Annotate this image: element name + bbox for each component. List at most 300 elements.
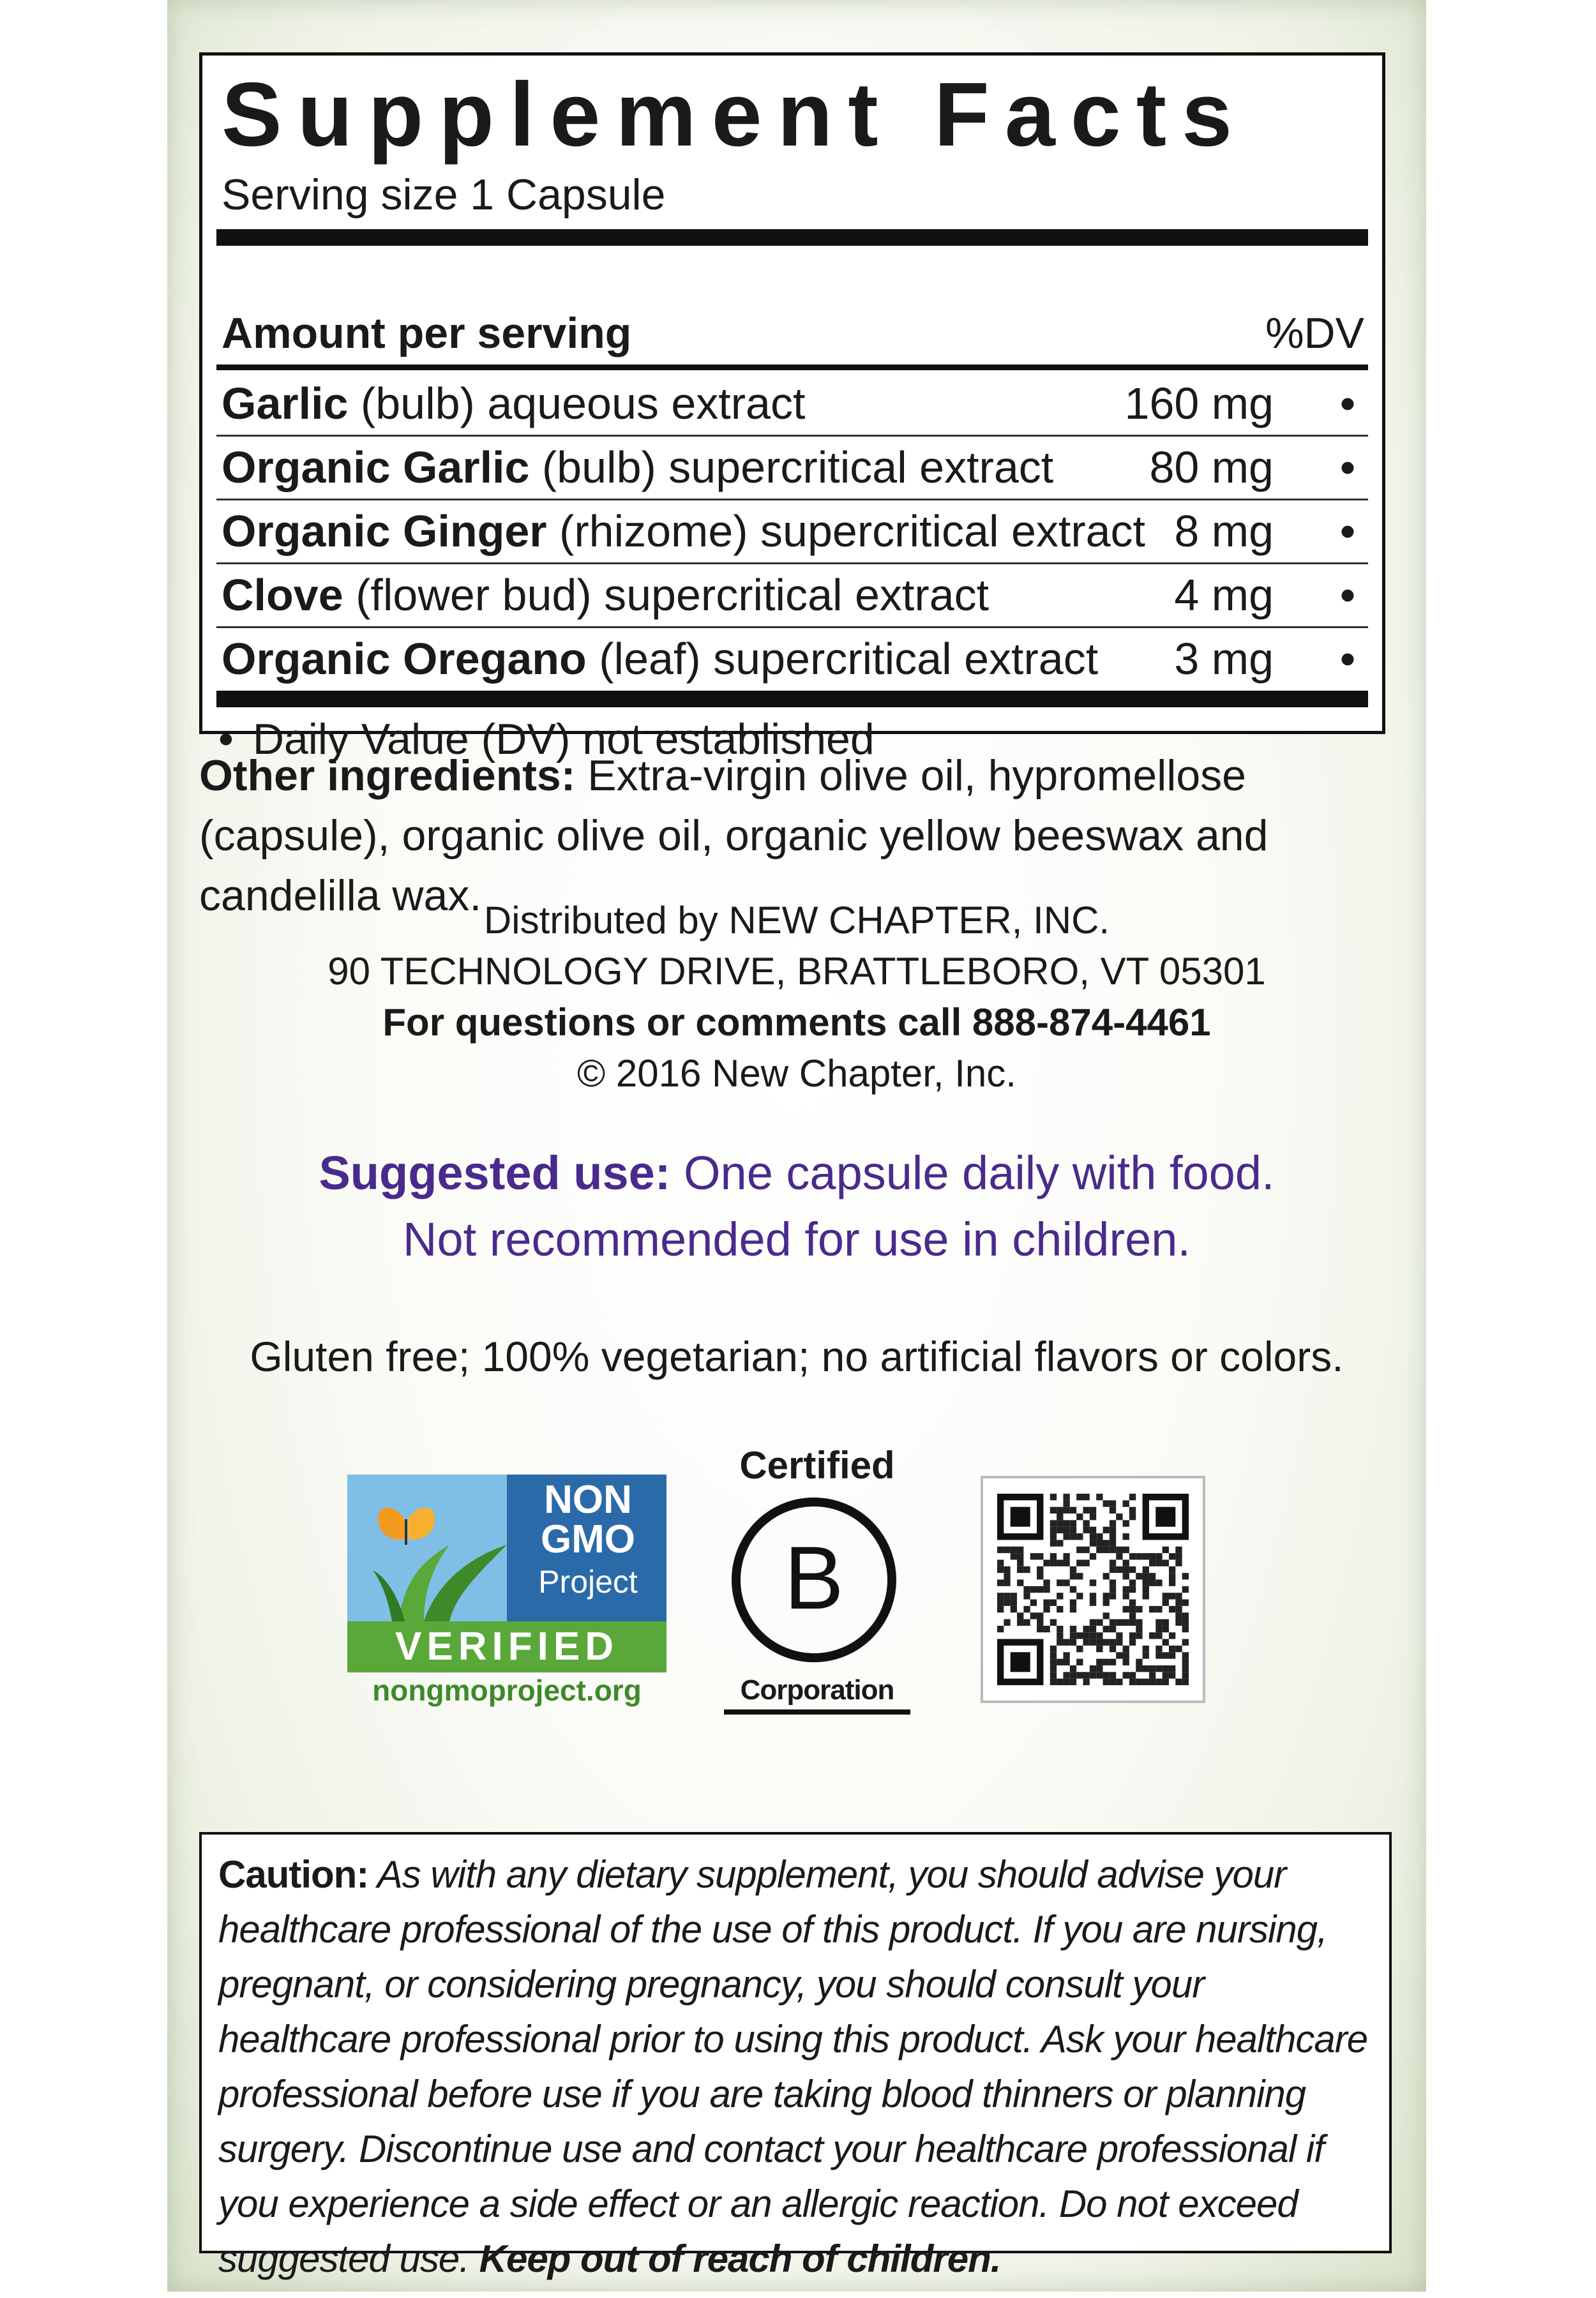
qr-module bbox=[1156, 1579, 1162, 1586]
qr-module bbox=[1156, 1619, 1162, 1626]
qr-module bbox=[1011, 1606, 1017, 1612]
qr-module bbox=[1175, 1547, 1182, 1553]
qr-module bbox=[1011, 1593, 1017, 1599]
qr-module bbox=[1156, 1507, 1175, 1527]
qr-module bbox=[1123, 1566, 1129, 1573]
qr-module bbox=[997, 1566, 1004, 1573]
qr-module bbox=[1037, 1619, 1043, 1626]
qr-module bbox=[1129, 1632, 1136, 1639]
ingredient-amount: 8 mg bbox=[1174, 506, 1274, 556]
qr-module bbox=[1103, 1659, 1110, 1665]
qr-module bbox=[1116, 1639, 1122, 1646]
qr-module bbox=[1169, 1646, 1175, 1652]
qr-module bbox=[1149, 1665, 1156, 1672]
qr-module bbox=[1103, 1500, 1110, 1506]
qr-module bbox=[1175, 1593, 1182, 1599]
qr-module bbox=[1063, 1553, 1069, 1559]
qr-module bbox=[1050, 1679, 1057, 1685]
qr-module bbox=[1023, 1619, 1030, 1626]
qr-module bbox=[1110, 1619, 1116, 1626]
ingredient-dv: • bbox=[1339, 506, 1356, 556]
qr-module bbox=[1129, 1579, 1136, 1586]
qr-module bbox=[1156, 1652, 1162, 1658]
qr-module bbox=[1110, 1547, 1116, 1553]
qr-module bbox=[1175, 1553, 1182, 1559]
qr-module bbox=[1057, 1520, 1063, 1526]
suggested-use-label: Suggested use: bbox=[319, 1146, 671, 1199]
qr-module bbox=[1149, 1606, 1156, 1612]
qr-module bbox=[1129, 1494, 1136, 1500]
qr-module bbox=[1110, 1579, 1116, 1586]
qr-module bbox=[1043, 1600, 1050, 1606]
qr-module bbox=[1030, 1600, 1037, 1606]
qr-module bbox=[1017, 1612, 1023, 1619]
qr-module bbox=[1123, 1559, 1129, 1566]
qr-module bbox=[1136, 1573, 1142, 1579]
verified-label: VERIFIED bbox=[347, 1621, 666, 1672]
qr-module bbox=[1023, 1566, 1030, 1573]
qr-module bbox=[1123, 1593, 1129, 1599]
b-corp-circle-icon bbox=[728, 1494, 900, 1666]
qr-module bbox=[1037, 1626, 1043, 1632]
qr-module bbox=[997, 1600, 1004, 1606]
qr-module bbox=[1090, 1513, 1096, 1520]
caution-box bbox=[199, 1832, 1392, 2280]
qr-module bbox=[1057, 1639, 1063, 1646]
qr-module bbox=[1163, 1619, 1169, 1626]
qr-module bbox=[1043, 1559, 1050, 1566]
qr-module bbox=[1163, 1652, 1169, 1658]
ingredient-name: Organic Garlic (bulb) supercritical extract bbox=[222, 442, 1054, 492]
qr-module bbox=[1163, 1679, 1169, 1685]
qr-module bbox=[997, 1593, 1004, 1599]
qr-module bbox=[1175, 1600, 1182, 1606]
qr-module bbox=[1103, 1672, 1110, 1678]
qr-module bbox=[1083, 1494, 1089, 1500]
qr-module bbox=[1043, 1606, 1050, 1612]
distributor-line: Distributed by NEW CHAPTER, INC. bbox=[483, 899, 1110, 942]
qr-module bbox=[1163, 1593, 1169, 1599]
qr-module bbox=[1163, 1665, 1169, 1672]
certified-label: Certified bbox=[739, 1444, 895, 1487]
qr-module bbox=[1017, 1553, 1023, 1559]
qr-module bbox=[1063, 1679, 1069, 1685]
qr-module bbox=[997, 1547, 1004, 1553]
qr-module bbox=[1175, 1646, 1182, 1652]
qr-module bbox=[1090, 1626, 1096, 1632]
qr-module bbox=[1043, 1579, 1050, 1586]
qr-module bbox=[1004, 1579, 1010, 1586]
corporation-label: Corporation bbox=[740, 1674, 894, 1706]
qr-module bbox=[1057, 1659, 1063, 1665]
qr-module bbox=[1175, 1612, 1182, 1619]
supplement-facts-panel bbox=[199, 52, 1385, 734]
qr-module bbox=[1023, 1606, 1030, 1612]
qr-module bbox=[1143, 1553, 1149, 1559]
qr-module bbox=[1163, 1600, 1169, 1606]
qr-module bbox=[1096, 1540, 1103, 1546]
qr-module bbox=[1129, 1606, 1136, 1612]
qr-module bbox=[1182, 1639, 1189, 1646]
ingredient-dv: • bbox=[1339, 442, 1356, 492]
qr-module bbox=[1156, 1553, 1162, 1559]
qr-module bbox=[1017, 1559, 1023, 1566]
qr-module bbox=[1116, 1547, 1122, 1553]
ingredient-row bbox=[202, 627, 1382, 690]
qr-module bbox=[1182, 1665, 1189, 1672]
qr-module bbox=[1116, 1679, 1122, 1685]
qr-module bbox=[1116, 1632, 1122, 1639]
ingredient-name: Clove (flower bud) supercritical extract bbox=[222, 570, 990, 620]
qr-module bbox=[1076, 1646, 1083, 1652]
ingredient-amount: 160 mg bbox=[1124, 379, 1274, 428]
ingredient-name: Organic Ginger (rhizome) supercritical extract bbox=[222, 506, 1146, 556]
qr-module bbox=[1063, 1527, 1069, 1533]
qr-module bbox=[1110, 1540, 1116, 1546]
gmo-label: GMO bbox=[540, 1517, 636, 1561]
qr-module bbox=[1123, 1646, 1129, 1652]
qr-module bbox=[1037, 1612, 1043, 1619]
qr-module bbox=[1050, 1540, 1057, 1546]
qr-module bbox=[1182, 1652, 1189, 1658]
qr-module bbox=[1103, 1679, 1110, 1685]
qr-module bbox=[1096, 1494, 1103, 1500]
qr-module bbox=[1090, 1540, 1096, 1546]
qr-module bbox=[1169, 1672, 1175, 1678]
qr-module bbox=[1070, 1520, 1076, 1526]
qr-module bbox=[1156, 1606, 1162, 1612]
qr-module bbox=[1110, 1586, 1116, 1593]
qr-module bbox=[1169, 1652, 1175, 1658]
qr-module bbox=[1011, 1553, 1017, 1559]
qr-module bbox=[1076, 1547, 1083, 1553]
b-corp-underline bbox=[724, 1709, 910, 1715]
qr-module bbox=[1169, 1553, 1175, 1559]
qr-module bbox=[1156, 1559, 1162, 1566]
qr-module bbox=[1163, 1639, 1169, 1646]
qr-module bbox=[1090, 1639, 1096, 1646]
keep-out-of-reach: Keep out of reach of children. bbox=[479, 2237, 1001, 2280]
qr-module bbox=[1017, 1579, 1023, 1586]
qr-module bbox=[1050, 1553, 1057, 1559]
qr-module bbox=[1083, 1639, 1089, 1646]
butterfly-grass-icon bbox=[360, 1494, 507, 1621]
qr-module bbox=[1076, 1632, 1083, 1639]
qr-module bbox=[1136, 1632, 1142, 1639]
qr-module bbox=[1175, 1559, 1182, 1566]
project-label: Project bbox=[538, 1564, 638, 1600]
footnote-bullet: • bbox=[218, 715, 234, 763]
dv-header: %DV bbox=[1265, 309, 1364, 357]
qr-module bbox=[1129, 1639, 1136, 1646]
qr-module bbox=[997, 1579, 1004, 1586]
qr-module bbox=[1156, 1679, 1162, 1685]
qr-module bbox=[1103, 1540, 1110, 1546]
qr-module bbox=[1169, 1579, 1175, 1586]
distributor-phone: For questions or comments call 888-874-4461 bbox=[382, 1001, 1211, 1044]
qr-module bbox=[1116, 1553, 1122, 1559]
qr-module bbox=[1063, 1672, 1069, 1678]
qr-module bbox=[1129, 1513, 1136, 1520]
qr-module bbox=[1004, 1600, 1010, 1606]
non-gmo-url: nongmoproject.org bbox=[372, 1674, 642, 1707]
qr-module bbox=[1149, 1579, 1156, 1586]
qr-module bbox=[1123, 1520, 1129, 1526]
qr-module bbox=[1083, 1507, 1089, 1513]
qr-module bbox=[1110, 1679, 1116, 1685]
qr-module bbox=[1136, 1665, 1142, 1672]
qr-module bbox=[1063, 1500, 1069, 1506]
qr-module bbox=[1096, 1659, 1103, 1665]
qr-module bbox=[1096, 1632, 1103, 1639]
qr-code-icon bbox=[997, 1494, 1189, 1685]
qr-module bbox=[1057, 1540, 1063, 1546]
qr-module bbox=[1004, 1547, 1010, 1553]
serving-size: Serving size 1 Capsule bbox=[222, 170, 666, 219]
qr-module bbox=[1103, 1626, 1110, 1632]
qr-module bbox=[1123, 1659, 1129, 1665]
qr-module bbox=[1063, 1652, 1069, 1658]
qr-module bbox=[1050, 1507, 1057, 1513]
qr-module bbox=[1004, 1619, 1010, 1626]
qr-module bbox=[1023, 1586, 1030, 1593]
qr-module bbox=[1163, 1626, 1169, 1632]
qr-module bbox=[1116, 1513, 1122, 1520]
qr-module bbox=[1116, 1566, 1122, 1573]
ingredient-dv: • bbox=[1339, 634, 1356, 684]
amount-per-serving-header: Amount per serving bbox=[222, 309, 632, 357]
qr-module bbox=[1103, 1639, 1110, 1646]
qr-module bbox=[1050, 1520, 1057, 1526]
qr-module bbox=[1070, 1679, 1076, 1685]
qr-module bbox=[1129, 1553, 1136, 1559]
qr-module bbox=[1136, 1619, 1142, 1626]
qr-module bbox=[1156, 1632, 1162, 1639]
qr-module bbox=[1129, 1679, 1136, 1685]
qr-module bbox=[1149, 1679, 1156, 1685]
qr-module bbox=[1057, 1626, 1063, 1632]
ingredient-row bbox=[202, 372, 1382, 435]
qr-module bbox=[1110, 1507, 1116, 1513]
qr-module bbox=[1096, 1665, 1103, 1672]
ingredient-amount: 4 mg bbox=[1174, 570, 1274, 620]
qr-module bbox=[1063, 1659, 1069, 1665]
qr-module bbox=[1083, 1626, 1089, 1632]
qr-module bbox=[1070, 1566, 1076, 1573]
qr-module bbox=[1050, 1659, 1057, 1665]
ingredient-row bbox=[202, 436, 1382, 499]
qr-module bbox=[1096, 1547, 1103, 1553]
qr-module bbox=[1043, 1586, 1050, 1593]
qr-module bbox=[1110, 1500, 1116, 1506]
qr-module bbox=[1110, 1559, 1116, 1566]
qr-module bbox=[1129, 1507, 1136, 1513]
qr-module bbox=[1136, 1606, 1142, 1612]
qr-module bbox=[1182, 1659, 1189, 1665]
qr-module bbox=[1116, 1652, 1122, 1658]
qr-module bbox=[1037, 1566, 1043, 1573]
qr-module bbox=[1043, 1626, 1050, 1632]
qr-module bbox=[1175, 1679, 1182, 1685]
qr-module bbox=[1076, 1494, 1083, 1500]
qr-module bbox=[1004, 1566, 1010, 1573]
qr-module bbox=[1090, 1553, 1096, 1559]
qr-module bbox=[1063, 1494, 1069, 1500]
qr-code[interactable] bbox=[981, 1476, 1205, 1703]
qr-module bbox=[1175, 1619, 1182, 1626]
qr-module bbox=[1063, 1559, 1069, 1566]
suggested-use bbox=[167, 1140, 1426, 1273]
qr-module bbox=[1149, 1672, 1156, 1678]
qr-module bbox=[1050, 1527, 1057, 1533]
qr-module bbox=[1123, 1586, 1129, 1593]
qr-module bbox=[1163, 1547, 1169, 1553]
qr-module bbox=[1037, 1586, 1043, 1593]
qr-module bbox=[1103, 1573, 1110, 1579]
qr-module bbox=[1070, 1573, 1076, 1579]
qr-module bbox=[1090, 1632, 1096, 1639]
qr-module bbox=[1129, 1600, 1136, 1606]
qr-module bbox=[1110, 1672, 1116, 1678]
qr-module bbox=[1050, 1665, 1057, 1672]
qr-module bbox=[1143, 1646, 1149, 1652]
qr-module bbox=[1110, 1659, 1116, 1665]
qr-module bbox=[1076, 1659, 1083, 1665]
divider-medium bbox=[216, 364, 1368, 370]
qr-module bbox=[1070, 1586, 1076, 1593]
qr-module bbox=[1136, 1553, 1142, 1559]
qr-module bbox=[1063, 1533, 1069, 1540]
qr-module bbox=[1149, 1553, 1156, 1559]
qr-module bbox=[1076, 1559, 1083, 1566]
qr-module bbox=[1050, 1600, 1057, 1606]
qr-module bbox=[1057, 1559, 1063, 1566]
qr-module bbox=[1083, 1632, 1089, 1639]
qr-module bbox=[1076, 1533, 1083, 1540]
qr-module bbox=[1169, 1606, 1175, 1612]
qr-module bbox=[1050, 1533, 1057, 1540]
qr-module bbox=[1182, 1573, 1189, 1579]
qr-module bbox=[1004, 1573, 1010, 1579]
qr-module bbox=[1096, 1639, 1103, 1646]
qr-module bbox=[1050, 1652, 1057, 1658]
qr-module bbox=[1096, 1619, 1103, 1626]
ingredient-amount: 80 mg bbox=[1149, 442, 1274, 492]
distributor-address: 90 TECHNOLOGY DRIVE, BRATTLEBORO, VT 05301 bbox=[327, 950, 1266, 993]
qr-module bbox=[1070, 1533, 1076, 1540]
footnote-text: Daily Value (DV) not established bbox=[252, 715, 875, 763]
certified-b-corporation-logo bbox=[721, 1443, 913, 1736]
qr-module bbox=[1143, 1566, 1149, 1573]
qr-module bbox=[1017, 1619, 1023, 1626]
qr-module bbox=[1083, 1559, 1089, 1566]
qr-module bbox=[1123, 1606, 1129, 1612]
qr-module bbox=[1156, 1665, 1162, 1672]
qr-module bbox=[1076, 1672, 1083, 1678]
qr-module bbox=[1110, 1520, 1116, 1526]
qr-module bbox=[1123, 1533, 1129, 1540]
qr-module bbox=[1063, 1520, 1069, 1526]
qr-module bbox=[1090, 1665, 1096, 1672]
qr-module bbox=[1057, 1507, 1063, 1513]
qr-module bbox=[997, 1606, 1004, 1612]
qr-module bbox=[1110, 1639, 1116, 1646]
qr-module bbox=[997, 1559, 1004, 1566]
qr-module bbox=[1090, 1593, 1096, 1599]
qr-module bbox=[1103, 1547, 1110, 1553]
qr-module bbox=[1037, 1553, 1043, 1559]
qr-module bbox=[1096, 1533, 1103, 1540]
qr-module bbox=[1149, 1573, 1156, 1579]
qr-module bbox=[1070, 1672, 1076, 1678]
ingredient-amount: 3 mg bbox=[1174, 634, 1274, 684]
qr-module bbox=[1030, 1612, 1037, 1619]
qr-module bbox=[1076, 1593, 1083, 1599]
b-letter: B bbox=[784, 1528, 844, 1628]
ingredient-dv: • bbox=[1339, 570, 1356, 620]
qr-module bbox=[1169, 1665, 1175, 1672]
qr-module bbox=[1076, 1513, 1083, 1520]
qr-module bbox=[1169, 1573, 1175, 1579]
qr-module bbox=[1083, 1520, 1089, 1526]
qr-module bbox=[1110, 1533, 1116, 1540]
ingredient-name: Organic Oregano (leaf) supercritical extract bbox=[222, 634, 1099, 684]
qr-module bbox=[1129, 1619, 1136, 1626]
qr-module bbox=[1070, 1527, 1076, 1533]
qr-module bbox=[1070, 1665, 1076, 1672]
qr-module bbox=[1182, 1600, 1189, 1606]
qr-module bbox=[1083, 1672, 1089, 1678]
qr-module bbox=[1123, 1573, 1129, 1579]
qr-module bbox=[1096, 1672, 1103, 1678]
qr-module bbox=[1103, 1612, 1110, 1619]
qr-module bbox=[1136, 1626, 1142, 1632]
qr-module bbox=[1004, 1593, 1010, 1599]
qr-module bbox=[1050, 1494, 1057, 1500]
qr-module bbox=[1169, 1632, 1175, 1639]
qr-module bbox=[1182, 1672, 1189, 1678]
qr-module bbox=[1057, 1632, 1063, 1639]
qr-module bbox=[1070, 1632, 1076, 1639]
qr-module bbox=[1103, 1593, 1110, 1599]
non-label: NON bbox=[544, 1478, 632, 1522]
qr-module bbox=[1123, 1619, 1129, 1626]
qr-module bbox=[1123, 1652, 1129, 1658]
daily-value-footnote-line bbox=[218, 714, 875, 765]
dietary-claims: Gluten free; 100% vegetarian; no artificial flavors or colors. bbox=[250, 1333, 1344, 1380]
qr-module bbox=[1037, 1573, 1043, 1579]
qr-module bbox=[1129, 1672, 1136, 1678]
qr-module bbox=[1017, 1566, 1023, 1573]
qr-module bbox=[1050, 1559, 1057, 1566]
qr-module bbox=[1011, 1600, 1017, 1606]
other-ingredients-label: Other ingredients: bbox=[199, 751, 576, 800]
qr-module bbox=[1090, 1579, 1096, 1586]
qr-module bbox=[1063, 1507, 1069, 1513]
qr-module bbox=[1090, 1672, 1096, 1678]
qr-module bbox=[1076, 1573, 1083, 1579]
divider-thick bbox=[216, 229, 1368, 246]
non-gmo-verified-logo bbox=[347, 1475, 666, 1707]
qr-module bbox=[997, 1626, 1004, 1632]
qr-module bbox=[1110, 1646, 1116, 1652]
qr-module bbox=[1143, 1573, 1149, 1579]
qr-module bbox=[1090, 1533, 1096, 1540]
qr-module bbox=[1011, 1652, 1030, 1672]
copyright: © 2016 New Chapter, Inc. bbox=[577, 1052, 1016, 1095]
ingredient-row bbox=[202, 564, 1382, 626]
qr-module bbox=[1057, 1679, 1063, 1685]
